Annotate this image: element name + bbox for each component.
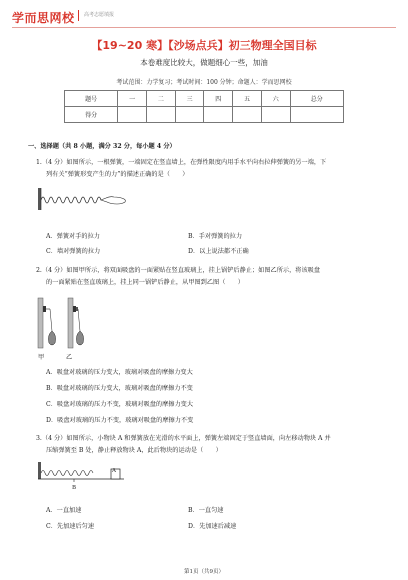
score-table-row-label: 得分 [65,107,118,123]
q2-fig-label-yi: 乙 [66,354,73,361]
brand-slogan: 高考志愿填报 [84,12,115,18]
page-number: 第1页（共9页） [184,569,224,575]
spatula-yi [76,309,83,345]
score-table-cell: 四 [204,91,233,107]
score-cell [204,107,233,123]
score-table-cell: 题号 [65,91,118,107]
q2-option-a: A．吸盘对玻璃的压力变大，玻璃对吸盘的摩擦力变大 [46,369,193,376]
suction-cup-yi [73,306,76,312]
wall [38,188,41,210]
page-title: 【19~20 寒】【沙场点兵】初三物理全国目标 [91,39,317,52]
score-table [64,90,344,123]
q1-stem-line1: 1.（4 分）如图所示，一根弹簧，一端固定在竖直墙上，在弹性限度内用手水平向右拉伸弹簧的另一端，下 [36,159,327,166]
score-table-header-row [65,91,344,107]
q1-spring-figure [38,186,128,212]
score-cell [175,107,204,123]
score-table-score-row [65,107,344,123]
score-cell [233,107,262,123]
logo-divider [78,10,79,21]
q3-option-b: B．一直匀速 [188,507,224,514]
spring [41,197,101,203]
spatula-jia [48,309,55,345]
score-table-cell: 三 [175,91,204,107]
glass-jia [38,298,43,348]
score-cell [118,107,147,123]
suction-cup-jia [43,306,46,312]
q2-option-c: C．吸盘对玻璃的压力不变，玻璃对吸盘的摩擦力变大 [46,401,194,408]
header-divider [12,27,396,28]
score-table-cell: 二 [147,91,176,107]
q2-stem-line2: 的一面紧贴在竖直玻璃上，挂上同一锅铲后静止，从甲图到乙图（ ） [46,279,244,286]
exam-info: 考试范围：力学复习；考试时间：100 分钟；命题人：学而思网校 [116,79,292,86]
q2-stem-line1: 2.（4 分）如图甲所示，将双面吸盘的一面紧贴在竖直玻璃上，挂上锅铲后静止；如图乙所示，将该吸盘 [36,267,321,274]
q2-option-b: B．吸盘对玻璃的压力变大，玻璃对吸盘的摩擦力不变 [46,385,193,392]
q2-option-d: D．吸盘对玻璃的压力不变，玻璃对吸盘的摩擦力不变 [46,417,194,424]
page-header [0,0,408,30]
score-table-cell: 六 [261,91,290,107]
q1-option-c: C．墙对弹簧的拉力 [46,248,101,255]
q1-option-b: B．手对弹簧的拉力 [188,233,243,240]
score-table-cell: 一 [118,91,147,107]
q3-stem-line2: 压缩弹簧至 B 处，静止释放物块 A，此后物块的运动是（ ） [46,447,222,454]
q1-option-d: D．以上说法都不正确 [188,248,249,255]
score-cell [290,107,343,123]
q3-fig-label-b: B [72,485,77,491]
score-table-cell: 总分 [290,91,343,107]
q3-option-c: C．先加速后匀速 [46,523,95,530]
spring [41,471,93,476]
score-cell [147,107,176,123]
score-cell [261,107,290,123]
wall [38,462,41,479]
q3-stem-line1: 3.（4 分）如图所示，小物块 A 和弹簧放在光滑的水平面上，弹簧左端固定于竖直墙面，向左移动物块 A 并 [36,435,331,442]
glass-yi [68,298,73,348]
q2-suction-cup-figure [36,296,96,354]
q2-fig-label-jia: 甲 [38,354,45,361]
page-subtitle: 本卷难度比较大，做题细心一些，加油 [140,58,268,67]
q1-stem-line2: 列有关“弹簧形变产生的力”的描述正确的是（ ） [46,171,189,178]
q3-option-a: A．一直加速 [46,507,82,514]
hand [101,197,125,204]
brand-logo: 学而思网校 [12,11,75,25]
q1-option-a: A．弹簧对手的拉力 [46,233,100,240]
section-heading: 一、选择题（共 8 小题，满分 32 分，每小题 4 分） [28,143,176,150]
score-table-cell: 五 [233,91,262,107]
q3-fig-label-a: A [112,468,116,474]
q3-option-d: D．先加速后减速 [188,523,237,530]
